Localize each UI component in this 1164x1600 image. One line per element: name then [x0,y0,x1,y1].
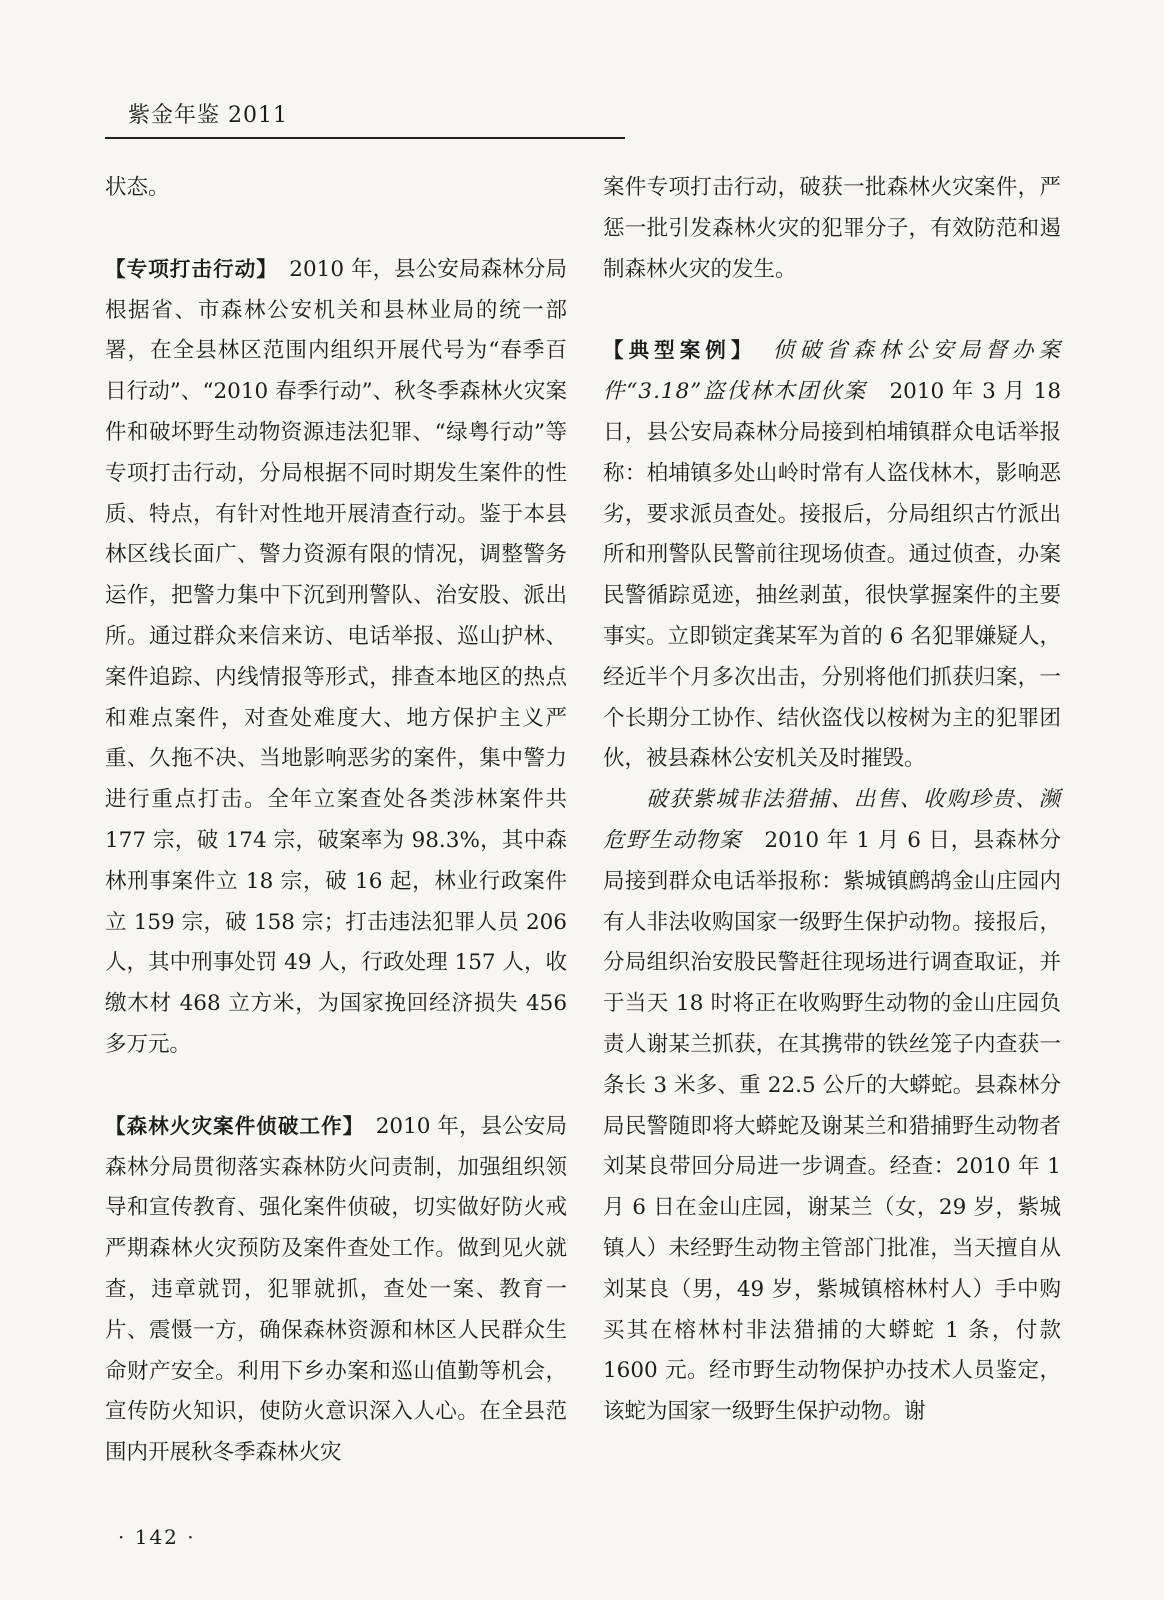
running-header: 紫金年鉴 2011 [128,103,288,128]
section-heading: 【典型案例】 [603,338,747,363]
paragraph-continuation: 案件专项打击行动，破获一批森林火灾案件，严惩一批引发森林火灾的犯罪分子，有效防范和遏制森林火灾的发生。 [603,175,1061,282]
paragraph-gap [105,209,567,249]
section-forest-fire-cases [105,1106,567,1474]
case-title: 破获紫城非法猎捕、出售、收购珍贵、濒危野生动物案 [603,787,1061,853]
paragraph-gap [105,1066,567,1106]
section-heading: 【森林火灾案件侦破工作】 [105,1113,355,1138]
case-body: 2010 年 3 月 18 日，县公安局森林分局接到柏埔镇群众电话举报称：柏埔镇多处山岭时常有人盗伐林木，影响恶劣，要求派员查处。接报后，分局组织古竹派出所和刑警队民警前往现场侦查。通过侦查，办案民警循踪觅迹，抽丝剥茧，很快掌握案件的主要事实。立即锁定龚某军为首的 6 名犯罪嫌疑人，经近半个月多次出击，分别将他们抓获归案，一个长期分工协作、结伙盗伐以桉树为主的犯罪团伙，被县森林公安机关及时摧毁。 [603,379,1062,772]
case-body: 2010 年 1 月 6 日，县森林分局接到群众电话举报称：紫城镇鹧鸪金山庄园内有人非法收购国家一级野生保护动物。接报后，分局组织治安股民警赶往现场进行调查取证，并于当天 18 时将正在收购野生动物的金山庄园负责人谢某兰抓获，在其携带的铁丝笼子内查获一条长 3 米多、重 22.5 公斤的大蟒蛇。县森林分局民警随即将大蟒蛇及谢某兰和猎捕野生动物者刘某良带回分局进一步调查。经查：2010 年 1 月 6 日在金山庄园，谢某兰（女，29 岁，紫城镇人）未经野生动物主管部门批准，当天擅自从刘某良（男，49 岁，紫城镇榕林村人）手中购买其在榕林村非法猎捕的大蟒蛇 1 条，付款 1600 元。经市野生动物保护办技术人员鉴定，该蛇为国家一级野生保护动物。谢 [603,827,1061,1425]
paragraph-continuation: 状态。 [105,175,170,200]
header-rule [105,137,625,139]
case-paragraph [603,780,1061,1433]
left-column [105,168,567,1474]
section-body: 2010 年，县公安局森林分局贯彻落实森林防火问责制，加强组织领导和宣传教育、强化案件侦破，切实做好防火戒严期森林火灾预防及案件查处工作。做到见火就查，违章就罚，犯罪就抓，查处一案、教育一片、震慑一方，确保森林资源和林区人民群众生命财产安全。利用下乡办案和巡山值勤等机会，宣传防火知识，使防火意识深入人心。在全县范围内开展秋冬季森林火灾 [105,1113,567,1466]
case-title: 侦破省森林公安局督办案件“3.18”盗伐林木团伙案 [603,338,1061,405]
paragraph-gap [603,290,1061,330]
section-body: 2010 年，县公安局森林分局根据省、市森林公安机关和县林业局的统一部署，在全县林区范围内组织开展代号为“春季百日行动”、“2010 春季行动”、秋冬季森林火灾案件和破坏野生动物资源违法犯罪、“绿粤行动”等专项打击行动，分局根据不同时期发生案件的性质、特点，有针对性地开展清查行动。鉴于本县林区线长面广、警力资源有限的情况，调整警务运作，把警力集中下沉到刑警队、治安股、派出所。通过群众来信来访、电话举报、巡山护林、案件追踪、内线情报等形式，排查本地区的热点和难点案件，对查处难度大、地方保护主义严重、久拖不决、当地影响恶劣的案件，集中警力进行重点打击。全年立案查处各类涉林案件共 177 宗，破 174 宗，破案率为 98.3%，其中森林刑事案件立 18 宗，破 16 起，林业行政案件立 159 宗，破 158 宗；打击违法犯罪人员 206 人，其中刑事处罚 49 人，行政处理 157 人，收缴木材 468 立方米，为国家挽回经济损失 456 多万元。 [105,256,567,1057]
section-special-crackdown [105,249,567,1066]
page-number: · 142 · [118,1525,196,1549]
section-heading: 【专项打击行动】 [105,256,268,281]
right-column [603,168,1061,1433]
section-typical-cases [603,330,1061,780]
